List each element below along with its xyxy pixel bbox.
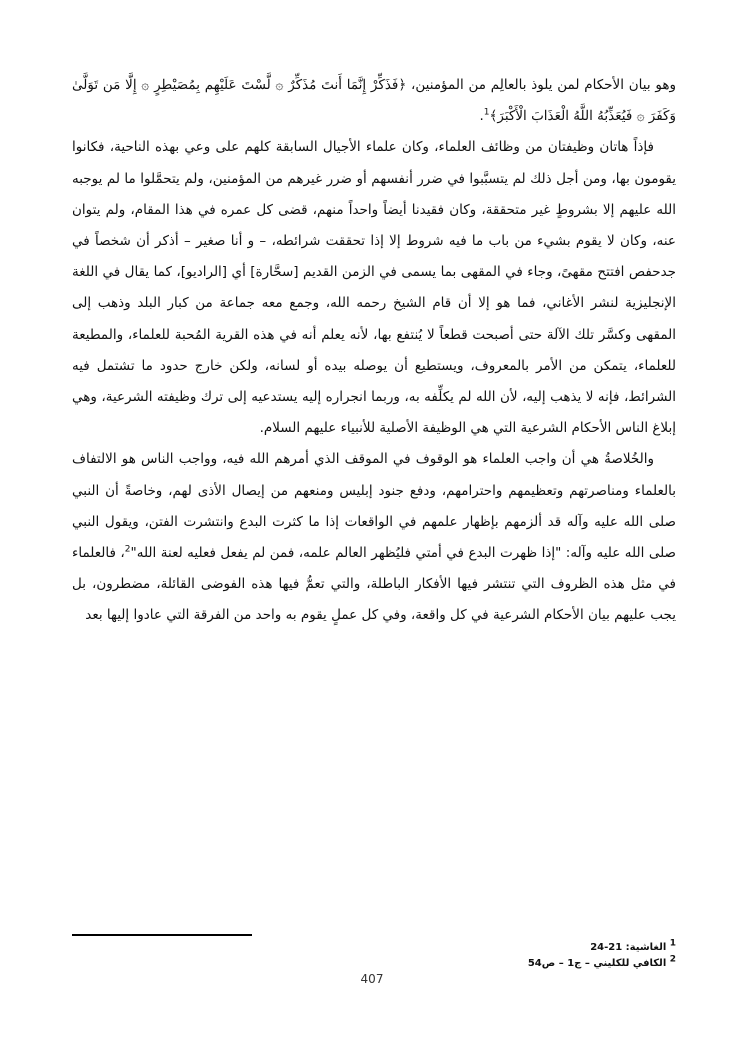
footnote-number: 1 (669, 938, 676, 949)
paragraph-story (72, 132, 676, 444)
quran-verse: ﴿فَذَكِّرْ إِنَّمَا أَنتَ مُذَكِّرٌ ۞ لَّسْتَ عَلَيْهِم بِمُصَيْطِرٍ ۞ إِلَّا مَن تَوَلَّىٰ وَكَفَرَ ۞ فَيُعَذِّبُهُ اللَّهُ الْعَذَابَ الْأَكْبَرَ﴾ (72, 77, 676, 125)
paragraph-summary (72, 444, 676, 631)
footnote-marker: 2 (124, 544, 131, 555)
page-number: 407 (360, 972, 384, 986)
page-body (72, 70, 676, 632)
footnote-marker: 1 (483, 107, 490, 118)
paragraph-text: فإذاً هاتان وظيفتان من وظائف العلماء، وكان علماء الأجيال السابقة كلهم على وعي بهذه الناحية، فكانوا يقومون بها، ومن أجل ذلك لم يتسبَّبوا في ضرر أنفسهم أو ضرر غيرهم من المؤمنين، ولم يتحمَّلوا ما لم يوجبه الله عليهم إلا بشروطٍ غير متحققة، وكان فقيدنا أيضاً واحداً منهم، قضى كل عمره في هذا المقام، ولم يتوان عنه، وكان لا يقوم بشيء من باب ما فيه شروط إلا إذا تحققت شرائطه، – و أنا صغير – أذكر أن شخصاً في جدحفص افتتح مقهىً، وجاء في المقهى بما يسمى في الزمن القديم [سحَّارة] أي [الراديو]، كما يقال في اللغة الإنجليزية لنشر الأغاني، فما هو إلا أن قام الشيخ رحمه الله، وجمع معه جماعة من كبار البلد وذهب إلى المقهى وكسَّر تلك الآلة حتى أصبحت قطعاً لا يُنتفع بها، لأنه يعلم أنه في هذه القرية المُحبة للعلماء، والمطيعة للعلماء، يتمكن من الأمر بالمعروف، ويستطيع أن يوصله بيده أو لسانه، ولكن خارج حدود ما تشتمل فيه الشرائط، فإنه لا يذهب إليه، لأن الله لم يكلِّفه به، وربما انجراره إليه يستدعيه إلى ترك وظيفته الشرعية، وهي إبلاغ الناس الأحكام الشرعية التي هي الوظيفة الأصلية للأنبياء عليهم السلام. (72, 139, 676, 437)
footnotes (376, 940, 676, 972)
paragraph-text: ، فالعلماء في مثل هذه الظروف التي تنتشر فيها الأفكار الباطلة، والتي تعمُّ فيها هذه الفوضى القائلة، مضطرون، بل يجب عليهم بيان الأحكام الشرعية في كل واقعة، وفي كل عملٍ يقوم به واحد من الفرقة التي عادوا إليها بعد (72, 545, 676, 624)
footnote-item (376, 940, 676, 956)
footnote-divider (72, 934, 252, 936)
footnote-number: 2 (669, 954, 676, 965)
footnote-text: الغاشية: 21-24 (590, 942, 667, 953)
paragraph-text: وهو بيان الأحكام لمن يلوذ بالعالِم من المؤمنين، (406, 77, 676, 93)
paragraph-quran (72, 70, 676, 132)
footnote-item (376, 956, 676, 972)
footnote-text: الكافي للكليني – ج1 – ص54 (527, 958, 667, 969)
paragraph-text: . (479, 108, 484, 125)
paragraph-text: والخُلاصةُ هي أن واجب العلماء هو الوقوف في الموقف الذي أمرهم الله فيه، وواجب الناس هو الالتفاف بالعلماء ومناصرتهم وتعظيمهم واحترامهم، ودفع جنود إبليس ومنعهم من إيصال الأذى لهم، وخاصةً أن النبي صلى الله عليه وآله قد ألزمهم بإظهار علمهم في الواقعات إذا ما كثرت البدع وانتشرت الفتن، ويقول النبي صلى الله عليه وآله: "إذا ظهرت البدع في أمتي فليُظهر العالم علمه، فمن لم يفعل فعليه لعنة الله" (72, 451, 676, 562)
